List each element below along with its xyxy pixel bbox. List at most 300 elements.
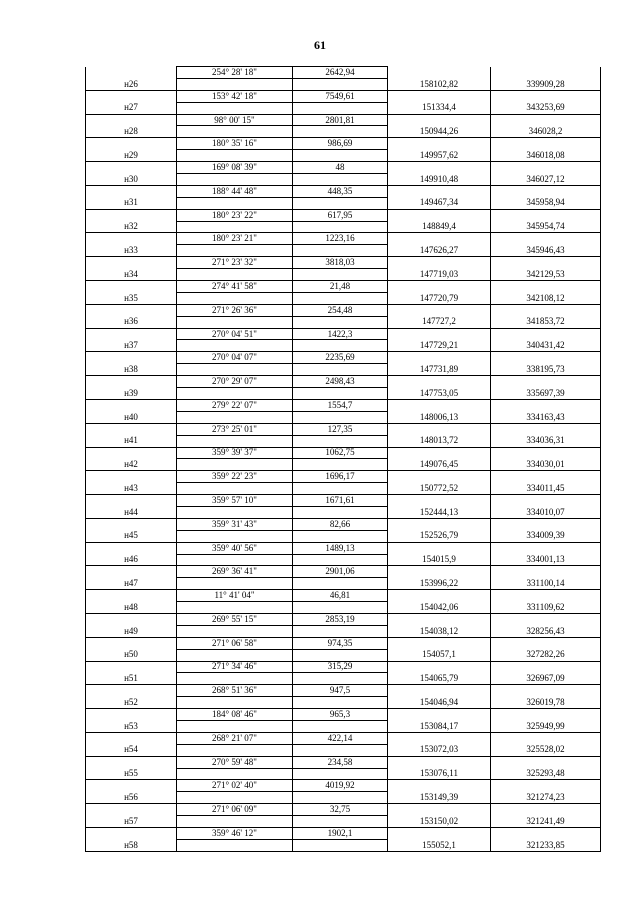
segment-row xyxy=(86,399,601,411)
direction-angle-cell: 271° 34' 46" xyxy=(177,661,293,673)
direction-angle-cell xyxy=(177,554,293,566)
segment-row xyxy=(86,209,601,221)
point-name-cell: н35 xyxy=(86,292,177,304)
x-coordinate-cell xyxy=(388,566,491,578)
point-name-cell xyxy=(86,399,177,411)
distance-cell: 127,35 xyxy=(293,423,388,435)
point-name-cell: н31 xyxy=(86,197,177,209)
segment-row xyxy=(86,590,601,602)
direction-angle-cell xyxy=(177,625,293,637)
segment-row xyxy=(86,780,601,792)
x-coordinate-cell: 147731,89 xyxy=(388,364,491,376)
segment-row xyxy=(86,447,601,459)
distance-cell xyxy=(293,269,388,281)
distance-cell: 46,81 xyxy=(293,590,388,602)
segment-row xyxy=(86,257,601,269)
segment-row xyxy=(86,495,601,507)
point-name-cell xyxy=(86,114,177,126)
segment-row xyxy=(86,162,601,174)
point-row xyxy=(86,316,601,328)
segment-row xyxy=(86,828,601,840)
distance-cell xyxy=(293,697,388,709)
x-coordinate-cell: 149467,34 xyxy=(388,197,491,209)
x-coordinate-cell: 147720,79 xyxy=(388,292,491,304)
point-row xyxy=(86,816,601,828)
y-coordinate-cell xyxy=(491,542,601,554)
x-coordinate-cell: 153084,17 xyxy=(388,720,491,732)
x-coordinate-cell: 153072,03 xyxy=(388,744,491,756)
point-name-cell xyxy=(86,233,177,245)
y-coordinate-cell: 325293,48 xyxy=(491,768,601,780)
x-coordinate-cell: 153149,39 xyxy=(388,792,491,804)
point-name-cell: н45 xyxy=(86,530,177,542)
distance-cell xyxy=(293,649,388,661)
direction-angle-cell xyxy=(177,292,293,304)
point-name-cell: н50 xyxy=(86,649,177,661)
y-coordinate-cell xyxy=(491,637,601,649)
point-name-cell xyxy=(86,185,177,197)
distance-cell xyxy=(293,388,388,400)
direction-angle-cell: 269° 55' 15" xyxy=(177,613,293,625)
distance-cell: 965,3 xyxy=(293,709,388,721)
y-coordinate-cell xyxy=(491,804,601,816)
y-coordinate-cell: 331100,14 xyxy=(491,578,601,590)
x-coordinate-cell xyxy=(388,471,491,483)
direction-angle-cell xyxy=(177,649,293,661)
x-coordinate-cell: 154038,12 xyxy=(388,625,491,637)
point-row xyxy=(86,744,601,756)
distance-cell: 974,35 xyxy=(293,637,388,649)
distance-cell: 254,48 xyxy=(293,304,388,316)
y-coordinate-cell xyxy=(491,613,601,625)
point-row xyxy=(86,792,601,804)
y-coordinate-cell: 341853,72 xyxy=(491,316,601,328)
direction-angle-cell xyxy=(177,174,293,186)
segment-row xyxy=(86,376,601,388)
x-coordinate-cell xyxy=(388,281,491,293)
x-coordinate-cell xyxy=(388,780,491,792)
direction-angle-cell xyxy=(177,506,293,518)
point-name-cell xyxy=(86,376,177,388)
x-coordinate-cell: 155052,1 xyxy=(388,839,491,851)
distance-cell: 2498,43 xyxy=(293,376,388,388)
x-coordinate-cell xyxy=(388,304,491,316)
point-name-cell xyxy=(86,566,177,578)
distance-cell xyxy=(293,150,388,162)
distance-cell: 234,58 xyxy=(293,756,388,768)
direction-angle-cell xyxy=(177,78,293,90)
y-coordinate-cell xyxy=(491,376,601,388)
distance-cell: 2853,19 xyxy=(293,613,388,625)
point-name-cell xyxy=(86,518,177,530)
point-name-cell: н34 xyxy=(86,269,177,281)
y-coordinate-cell xyxy=(491,661,601,673)
direction-angle-cell xyxy=(177,340,293,352)
point-row xyxy=(86,625,601,637)
distance-cell xyxy=(293,483,388,495)
point-row xyxy=(86,245,601,257)
y-coordinate-cell xyxy=(491,162,601,174)
y-coordinate-cell: 326967,09 xyxy=(491,673,601,685)
distance-cell: 1489,13 xyxy=(293,542,388,554)
point-row xyxy=(86,102,601,114)
direction-angle-cell xyxy=(177,578,293,590)
y-coordinate-cell xyxy=(491,67,601,79)
y-coordinate-cell: 334163,43 xyxy=(491,411,601,423)
x-coordinate-cell xyxy=(388,661,491,673)
x-coordinate-cell xyxy=(388,613,491,625)
distance-cell xyxy=(293,411,388,423)
point-row xyxy=(86,340,601,352)
distance-cell xyxy=(293,245,388,257)
distance-cell xyxy=(293,364,388,376)
direction-angle-cell xyxy=(177,221,293,233)
y-coordinate-cell: 327282,26 xyxy=(491,649,601,661)
segment-row xyxy=(86,281,601,293)
x-coordinate-cell: 158102,82 xyxy=(388,78,491,90)
direction-angle-cell xyxy=(177,150,293,162)
segment-row xyxy=(86,613,601,625)
distance-cell: 32,75 xyxy=(293,804,388,816)
distance-cell xyxy=(293,102,388,114)
point-row xyxy=(86,483,601,495)
point-name-cell xyxy=(86,423,177,435)
x-coordinate-cell xyxy=(388,685,491,697)
direction-angle-cell xyxy=(177,102,293,114)
direction-angle-cell: 270° 59' 48" xyxy=(177,756,293,768)
x-coordinate-cell xyxy=(388,732,491,744)
point-name-cell xyxy=(86,328,177,340)
direction-angle-cell: 169° 08' 39" xyxy=(177,162,293,174)
direction-angle-cell: 271° 06' 58" xyxy=(177,637,293,649)
point-row xyxy=(86,78,601,90)
point-name-cell: н57 xyxy=(86,816,177,828)
point-row xyxy=(86,292,601,304)
distance-cell: 4019,92 xyxy=(293,780,388,792)
distance-cell xyxy=(293,292,388,304)
y-coordinate-cell: 325528,02 xyxy=(491,744,601,756)
y-coordinate-cell xyxy=(491,114,601,126)
distance-cell xyxy=(293,221,388,233)
y-coordinate-cell xyxy=(491,423,601,435)
direction-angle-cell xyxy=(177,364,293,376)
segment-row xyxy=(86,518,601,530)
y-coordinate-cell xyxy=(491,518,601,530)
distance-cell xyxy=(293,78,388,90)
direction-angle-cell: 359° 40' 56" xyxy=(177,542,293,554)
distance-cell xyxy=(293,839,388,851)
point-row xyxy=(86,697,601,709)
y-coordinate-cell: 339909,28 xyxy=(491,78,601,90)
x-coordinate-cell: 154065,79 xyxy=(388,673,491,685)
distance-cell xyxy=(293,197,388,209)
x-coordinate-cell xyxy=(388,185,491,197)
point-name-cell xyxy=(86,613,177,625)
segment-row xyxy=(86,114,601,126)
segment-row xyxy=(86,542,601,554)
distance-cell: 1223,16 xyxy=(293,233,388,245)
y-coordinate-cell: 345946,43 xyxy=(491,245,601,257)
coordinates-table-body xyxy=(86,67,601,852)
direction-angle-cell: 188° 44' 48" xyxy=(177,185,293,197)
distance-cell: 7549,61 xyxy=(293,90,388,102)
y-coordinate-cell xyxy=(491,90,601,102)
x-coordinate-cell xyxy=(388,399,491,411)
y-coordinate-cell: 321274,23 xyxy=(491,792,601,804)
x-coordinate-cell xyxy=(388,828,491,840)
y-coordinate-cell: 321241,49 xyxy=(491,816,601,828)
distance-cell: 2642,94 xyxy=(293,67,388,79)
direction-angle-cell xyxy=(177,435,293,447)
direction-angle-cell: 270° 04' 51" xyxy=(177,328,293,340)
direction-angle-cell: 271° 23' 32" xyxy=(177,257,293,269)
point-name-cell xyxy=(86,780,177,792)
distance-cell: 448,35 xyxy=(293,185,388,197)
distance-cell xyxy=(293,530,388,542)
y-coordinate-cell xyxy=(491,352,601,364)
distance-cell xyxy=(293,459,388,471)
direction-angle-cell xyxy=(177,411,293,423)
point-row xyxy=(86,530,601,542)
distance-cell: 21,48 xyxy=(293,281,388,293)
segment-row xyxy=(86,471,601,483)
y-coordinate-cell: 338195,73 xyxy=(491,364,601,376)
direction-angle-cell xyxy=(177,768,293,780)
direction-angle-cell: 184° 08' 46" xyxy=(177,709,293,721)
distance-cell: 48 xyxy=(293,162,388,174)
direction-angle-cell: 153° 42' 18" xyxy=(177,90,293,102)
segment-row xyxy=(86,67,601,79)
direction-angle-cell: 180° 35' 16" xyxy=(177,138,293,150)
segment-row xyxy=(86,328,601,340)
segment-row xyxy=(86,685,601,697)
x-coordinate-cell xyxy=(388,257,491,269)
distance-cell: 1554,7 xyxy=(293,399,388,411)
x-coordinate-cell: 147753,05 xyxy=(388,388,491,400)
point-name-cell xyxy=(86,67,177,79)
y-coordinate-cell xyxy=(491,685,601,697)
y-coordinate-cell xyxy=(491,471,601,483)
point-name-cell xyxy=(86,352,177,364)
point-row xyxy=(86,554,601,566)
x-coordinate-cell xyxy=(388,328,491,340)
point-name-cell: н28 xyxy=(86,126,177,138)
point-row xyxy=(86,174,601,186)
distance-cell xyxy=(293,602,388,614)
distance-cell xyxy=(293,554,388,566)
y-coordinate-cell xyxy=(491,185,601,197)
point-name-cell xyxy=(86,447,177,459)
distance-cell xyxy=(293,174,388,186)
x-coordinate-cell: 154057,1 xyxy=(388,649,491,661)
point-name-cell xyxy=(86,685,177,697)
direction-angle-cell xyxy=(177,697,293,709)
point-name-cell: н56 xyxy=(86,792,177,804)
y-coordinate-cell: 335697,39 xyxy=(491,388,601,400)
y-coordinate-cell xyxy=(491,756,601,768)
point-name-cell xyxy=(86,542,177,554)
point-name-cell xyxy=(86,828,177,840)
direction-angle-cell xyxy=(177,316,293,328)
x-coordinate-cell: 153150,02 xyxy=(388,816,491,828)
direction-angle-cell: 359° 22' 23" xyxy=(177,471,293,483)
y-coordinate-cell xyxy=(491,304,601,316)
point-row xyxy=(86,649,601,661)
direction-angle-cell: 279° 22' 07" xyxy=(177,399,293,411)
point-name-cell: н42 xyxy=(86,459,177,471)
distance-cell: 3818,03 xyxy=(293,257,388,269)
direction-angle-cell xyxy=(177,839,293,851)
x-coordinate-cell xyxy=(388,447,491,459)
direction-angle-cell xyxy=(177,792,293,804)
y-coordinate-cell xyxy=(491,780,601,792)
x-coordinate-cell xyxy=(388,495,491,507)
x-coordinate-cell: 149957,62 xyxy=(388,150,491,162)
x-coordinate-cell: 147626,27 xyxy=(388,245,491,257)
point-name-cell xyxy=(86,732,177,744)
direction-angle-cell: 180° 23' 22" xyxy=(177,209,293,221)
distance-cell: 2901,06 xyxy=(293,566,388,578)
x-coordinate-cell: 153996,22 xyxy=(388,578,491,590)
x-coordinate-cell: 154042,06 xyxy=(388,602,491,614)
x-coordinate-cell xyxy=(388,138,491,150)
x-coordinate-cell: 152444,13 xyxy=(388,506,491,518)
point-name-cell: н38 xyxy=(86,364,177,376)
y-coordinate-cell: 345954,74 xyxy=(491,221,601,233)
x-coordinate-cell xyxy=(388,209,491,221)
direction-angle-cell: 271° 06' 09" xyxy=(177,804,293,816)
point-row xyxy=(86,839,601,851)
segment-row xyxy=(86,304,601,316)
direction-angle-cell xyxy=(177,459,293,471)
y-coordinate-cell xyxy=(491,709,601,721)
segment-row xyxy=(86,732,601,744)
x-coordinate-cell xyxy=(388,590,491,602)
y-coordinate-cell: 328256,43 xyxy=(491,625,601,637)
point-name-cell: н37 xyxy=(86,340,177,352)
point-name-cell: н32 xyxy=(86,221,177,233)
point-name-cell: н48 xyxy=(86,602,177,614)
y-coordinate-cell: 331109,62 xyxy=(491,602,601,614)
distance-cell: 1902,1 xyxy=(293,828,388,840)
y-coordinate-cell: 346018,08 xyxy=(491,150,601,162)
distance-cell xyxy=(293,816,388,828)
y-coordinate-cell xyxy=(491,447,601,459)
y-coordinate-cell xyxy=(491,233,601,245)
direction-angle-cell: 271° 26' 36" xyxy=(177,304,293,316)
point-name-cell: н36 xyxy=(86,316,177,328)
y-coordinate-cell: 334010,07 xyxy=(491,506,601,518)
y-coordinate-cell: 345958,94 xyxy=(491,197,601,209)
x-coordinate-cell: 147719,03 xyxy=(388,269,491,281)
distance-cell xyxy=(293,720,388,732)
point-row xyxy=(86,602,601,614)
y-coordinate-cell xyxy=(491,495,601,507)
point-name-cell: н47 xyxy=(86,578,177,590)
point-name-cell: н40 xyxy=(86,411,177,423)
point-name-cell xyxy=(86,495,177,507)
direction-angle-cell xyxy=(177,602,293,614)
segment-row xyxy=(86,233,601,245)
distance-cell xyxy=(293,316,388,328)
x-coordinate-cell xyxy=(388,804,491,816)
direction-angle-cell: 359° 46' 12" xyxy=(177,828,293,840)
point-name-cell: н54 xyxy=(86,744,177,756)
distance-cell xyxy=(293,673,388,685)
point-name-cell xyxy=(86,756,177,768)
point-row xyxy=(86,506,601,518)
y-coordinate-cell: 342129,53 xyxy=(491,269,601,281)
direction-angle-cell xyxy=(177,530,293,542)
distance-cell xyxy=(293,340,388,352)
direction-angle-cell: 270° 29' 07" xyxy=(177,376,293,388)
distance-cell: 2801,81 xyxy=(293,114,388,126)
direction-angle-cell xyxy=(177,816,293,828)
point-name-cell: н51 xyxy=(86,673,177,685)
x-coordinate-cell xyxy=(388,114,491,126)
point-name-cell: н33 xyxy=(86,245,177,257)
distance-cell xyxy=(293,435,388,447)
segment-row xyxy=(86,352,601,364)
x-coordinate-cell: 148013,72 xyxy=(388,435,491,447)
point-name-cell xyxy=(86,661,177,673)
x-coordinate-cell: 149910,48 xyxy=(388,174,491,186)
segment-row xyxy=(86,138,601,150)
point-name-cell xyxy=(86,209,177,221)
x-coordinate-cell: 150944,26 xyxy=(388,126,491,138)
segment-row xyxy=(86,637,601,649)
y-coordinate-cell xyxy=(491,828,601,840)
point-name-cell xyxy=(86,138,177,150)
distance-cell: 422,14 xyxy=(293,732,388,744)
point-row xyxy=(86,269,601,281)
y-coordinate-cell xyxy=(491,732,601,744)
direction-angle-cell xyxy=(177,673,293,685)
segment-row xyxy=(86,90,601,102)
distance-cell xyxy=(293,126,388,138)
point-row xyxy=(86,411,601,423)
point-row xyxy=(86,221,601,233)
segment-row xyxy=(86,804,601,816)
distance-cell: 315,29 xyxy=(293,661,388,673)
y-coordinate-cell: 334009,39 xyxy=(491,530,601,542)
point-row xyxy=(86,197,601,209)
direction-angle-cell xyxy=(177,720,293,732)
y-coordinate-cell: 343253,69 xyxy=(491,102,601,114)
direction-angle-cell xyxy=(177,245,293,257)
distance-cell: 1696,17 xyxy=(293,471,388,483)
point-row xyxy=(86,364,601,376)
point-name-cell: н39 xyxy=(86,388,177,400)
x-coordinate-cell xyxy=(388,352,491,364)
segment-row xyxy=(86,709,601,721)
point-name-cell: н53 xyxy=(86,720,177,732)
point-name-cell: н46 xyxy=(86,554,177,566)
x-coordinate-cell: 154015,9 xyxy=(388,554,491,566)
point-name-cell xyxy=(86,590,177,602)
segment-row xyxy=(86,756,601,768)
x-coordinate-cell: 152526,79 xyxy=(388,530,491,542)
x-coordinate-cell xyxy=(388,542,491,554)
direction-angle-cell xyxy=(177,483,293,495)
y-coordinate-cell xyxy=(491,257,601,269)
x-coordinate-cell: 147727,2 xyxy=(388,316,491,328)
distance-cell xyxy=(293,744,388,756)
x-coordinate-cell xyxy=(388,637,491,649)
point-name-cell: н43 xyxy=(86,483,177,495)
point-name-cell: н44 xyxy=(86,506,177,518)
x-coordinate-cell: 148849,4 xyxy=(388,221,491,233)
